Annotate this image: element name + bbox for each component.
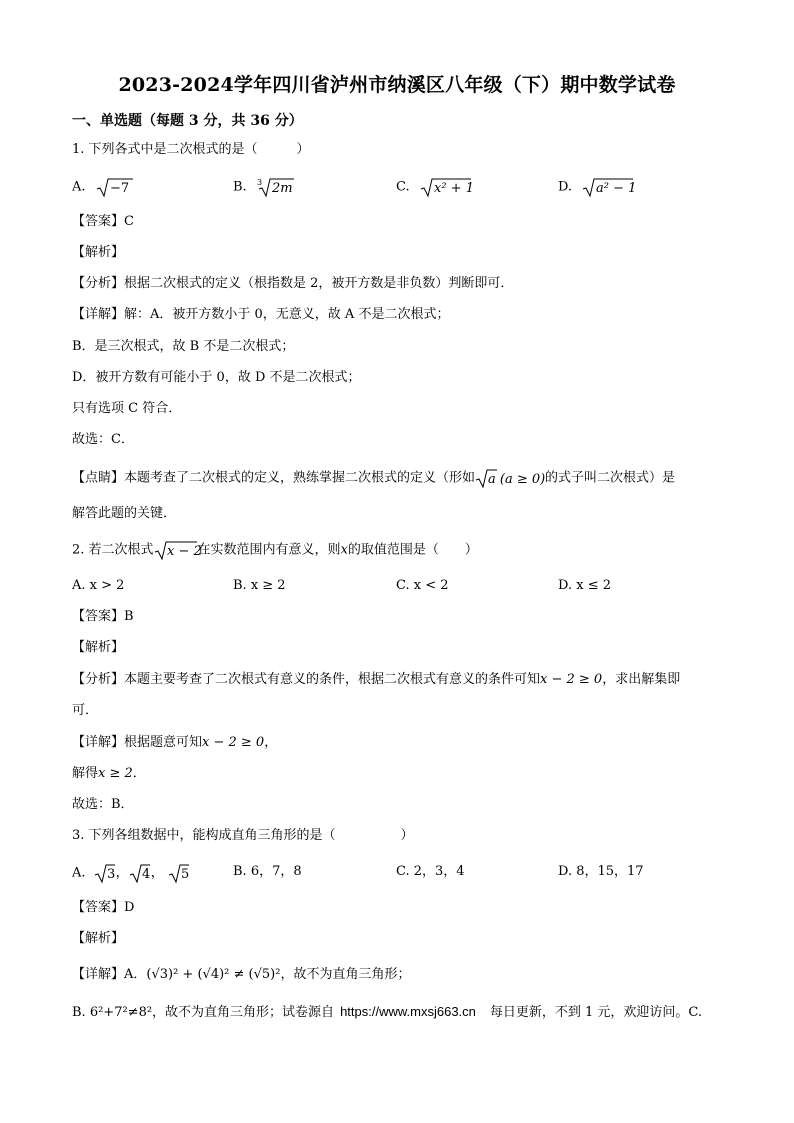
q3-a-radical-2 [129,863,151,883]
q3-xiangjie-math: (√3)² + (√4)² ≠ (√5)² [146,967,281,982]
q1-dianjing-radical [475,468,545,488]
q3-xiangjie [72,966,410,984]
q2-answer [72,608,134,626]
q1-xiangjie: 【详解】解：A．被开方数小于 0，无意义，故 A 不是二次根式； [72,307,450,322]
q1-b-root-index: 3 [256,178,262,187]
q1-a-radicand: −7 [109,181,129,196]
q3-last-line [72,1003,702,1022]
q1-option-d [558,177,637,197]
q2-stem [72,540,478,560]
radical-sign-icon [154,540,202,560]
q3-a-val-3: 5 [180,867,189,882]
q2-fenxi-text-2: ，求出解集即 [602,672,681,687]
q2-option-c: C. x < 2 [396,578,449,593]
q1-dianjing-text-1: 【点睛】本题考查了二次根式的定义，熟练掌握二次根式的定义（形如 [72,470,476,486]
q3-last-text-2: 每日更新，不到 1 元，欢迎访问。C. [489,1005,703,1020]
q1-option-b-radical [257,177,295,197]
radical-sign-icon [420,177,472,197]
q3-xiangjie-text-1: 【详解】A． [72,967,147,982]
q3-last-text-1: B. 6²+7²≠8²，故不为直角三角形；试卷源自 [72,1005,335,1020]
q2-xiangjie [72,734,277,752]
q1-line-b: B．是三次根式，故 B 不是二次根式； [72,339,295,354]
radical-sign-icon [94,863,116,883]
q3-option-a [72,863,190,883]
q1-option-c-radical [420,177,472,197]
answer-label: 【答案】 [72,900,125,915]
q1-line-d: D．被开方数有可能小于 0，故 D 不是二次根式； [72,370,361,385]
q1-option-c [396,177,472,197]
answer-label: 【答案】 [72,609,125,624]
q3-analysis-label: 【解析】 [72,931,125,946]
q1-dianjing [72,468,675,488]
radical-sign-icon [129,863,151,883]
q1-dianjing-math: a (a ≥ 0) [488,472,546,487]
section-heading: 一、单选题（每题 3 分，共 36 分） [72,113,303,129]
q1-option-d-radical [582,177,637,197]
q2-xiangjie-text-2: ， [264,735,278,750]
q1-option-a-radical [96,177,134,197]
q2-stem-text-1: 2. 若二次根式 [72,542,154,558]
q3-answer-value: D [124,900,135,915]
q2-stem-var: x [340,542,348,558]
q2-fenxi-math: x − 2 ≥ 0 [540,672,603,687]
q1-option-c-label: C. [396,179,410,195]
q2-stem-text-2: 在实数范围内有意义，则 [197,542,341,558]
q2-xiangjie-text-1: 【详解】根据题意可知 [72,735,203,750]
q3-answer [72,899,134,917]
q1-option-d-label: D. [558,179,573,195]
q1-b-radicand: 2m [271,181,293,196]
q1-analysis-label: 【解析】 [72,245,125,260]
source-url-link[interactable]: https://www.mxsj663.cn [340,1004,476,1019]
q1-answer [72,213,134,231]
q3-option-b: B. 6，7，8 [233,864,302,879]
q3-stem: 3. 下列各组数据中，能构成直角三角形的是（ ） [72,828,414,843]
q1-fenxi: 【分析】根据二次根式的定义（根指数是 2，被开方数是非负数）判断即可． [72,276,514,291]
q2-jiede-math: x ≥ 2 [98,766,133,781]
q1-option-a [72,177,134,197]
q3-xiangjie-text-2: ，故不为直角三角形； [280,967,411,982]
q3-option-a-label: A. [72,865,86,881]
answer-label: 【答案】 [72,214,125,229]
q2-jiede [72,765,146,783]
q3-a-sep-2: ， [150,865,164,881]
q1-option-b-label: B. [233,179,247,195]
q2-option-d: D. x ≤ 2 [558,578,611,593]
q3-a-sep-1: ， [115,865,129,881]
q3-option-c: C. 2，3，4 [396,864,465,879]
q2-fenxi-text-1: 【分析】本题主要考查了二次根式有意义的条件，根据二次根式有意义的条件可知 [72,672,541,687]
q2-option-a: A. x > 2 [72,578,125,593]
radical-sign-icon [582,177,637,197]
q3-a-val-2: 4 [141,867,150,882]
q1-answer-value: C [124,214,134,229]
q1-choose: 故选：C． [72,432,134,447]
q1-only-c: 只有选项 C 符合． [72,401,182,416]
q1-dianjing-text-3: 解答此题的关键． [72,506,177,521]
q3-a-radical-1 [94,863,116,883]
q3-a-radical-3 [168,863,190,883]
q3-option-d: D. 8，15，17 [558,864,644,879]
q2-stem-text-3: 的取值范围是（ ） [347,542,478,558]
q2-stem-radical [154,540,202,560]
page-title: 2023-2024学年四川省泸州市纳溪区八年级（下）期中数学试卷 [118,74,676,96]
cube-root-sign-icon [257,177,295,197]
radical-sign-icon [96,177,134,197]
q2-analysis-label: 【解析】 [72,640,125,655]
q1-option-b [233,177,295,197]
q3-a-val-1: 3 [106,867,115,882]
q1-c-radicand: x² + 1 [433,181,474,196]
q2-fenxi [72,671,680,689]
radical-sign-icon [475,468,545,488]
q2-answer-value: B [124,609,134,624]
q2-jiede-text-1: 解得 [72,766,99,781]
q1-stem: 1. 下列各式中是二次根式的是（ ） [72,142,310,157]
q1-d-radicand: a² − 1 [596,181,637,196]
radical-sign-icon [168,863,190,883]
q2-option-b: B. x ≥ 2 [233,578,286,593]
q2-fenxi-text-3: 可． [72,703,99,718]
q2-choose: 故选：B． [72,797,134,812]
q1-option-a-label: A. [72,179,86,195]
q2-jiede-text-2: ． [132,766,146,781]
q2-xiangjie-math: x − 2 ≥ 0 [202,735,265,750]
q1-dianjing-text-2: 的式子叫二次根式）是 [545,470,676,486]
q2-stem-math: x − 2 [166,544,202,559]
